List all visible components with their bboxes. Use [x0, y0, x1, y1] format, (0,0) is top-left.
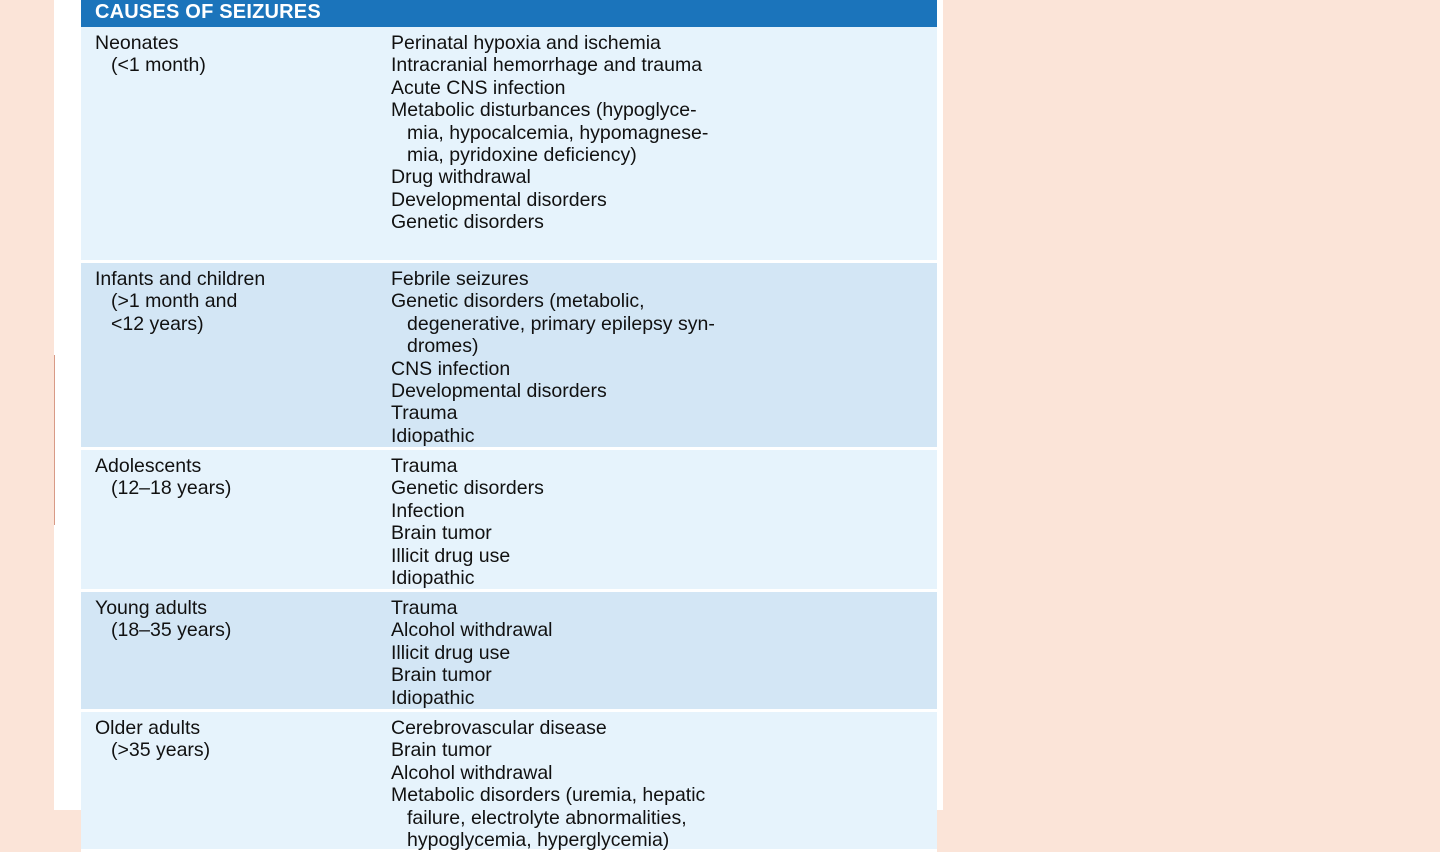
age-group-range: (12–18 years) [111, 477, 232, 500]
age-group-range: (<1 month) [111, 54, 206, 77]
causes-cell [391, 597, 937, 709]
table-image-panel [55, 0, 943, 852]
table-row-neonates [81, 27, 937, 263]
age-group-cell [81, 455, 391, 589]
table-row-infants-children [81, 263, 937, 450]
cause-item: Illicit drug use [391, 544, 511, 567]
cause-item: Idiopathic [391, 567, 475, 590]
cause-item-continued: mia, pyridoxine deficiency) [407, 144, 637, 167]
causes-cell [391, 268, 937, 447]
age-group-range: <12 years) [111, 312, 204, 335]
age-group-label: Young adults [95, 597, 208, 619]
age-group-cell [81, 717, 391, 849]
cause-item: Brain tumor [391, 522, 492, 545]
cause-item: Alcohol withdrawal [391, 761, 553, 784]
cause-item: Intracranial hemorrhage and trauma [391, 54, 703, 77]
cause-item: Brain tumor [391, 664, 492, 687]
age-group-label: Older adults [95, 717, 201, 739]
age-group-cell [81, 32, 391, 260]
cause-item: Perinatal hypoxia and ischemia [391, 32, 661, 54]
cause-item-continued: mia, hypocalcemia, hypomagnese- [407, 121, 709, 144]
age-group-range: (>35 years) [111, 739, 211, 762]
age-group-range: (18–35 years) [111, 619, 232, 642]
table-title: CAUSES OF SEIZURES [81, 0, 937, 27]
cause-item: Trauma [391, 597, 458, 619]
table-row-adolescents [81, 450, 937, 592]
causes-cell [391, 32, 937, 260]
cause-item-continued: degenerative, primary epilepsy syn- [407, 312, 715, 335]
cause-item: Metabolic disorders (uremia, hepatic [391, 784, 706, 807]
cause-item: Alcohol withdrawal [391, 619, 553, 642]
cause-item: Infection [391, 499, 465, 522]
causes-cell [391, 717, 937, 852]
cause-item: Genetic disorders [391, 211, 544, 234]
age-group-label: Adolescents [95, 455, 202, 477]
cause-item: Developmental disorders [391, 380, 607, 403]
causes-of-seizures-table [81, 0, 937, 852]
cause-item-continued: hypoglycemia, hyperglycemia) [407, 829, 670, 852]
cause-item: Metabolic disturbances (hypoglyce- [391, 99, 697, 122]
cause-item: Idiopathic [391, 686, 475, 709]
age-group-cell [81, 268, 391, 447]
cause-item: Trauma [391, 455, 458, 477]
cause-item: Developmental disorders [391, 188, 607, 211]
age-group-range: (>1 month and [111, 290, 238, 313]
cause-item: Illicit drug use [391, 641, 511, 664]
cause-item-continued: failure, electrolyte abnormalities, [407, 806, 687, 829]
age-group-label: Neonates [95, 32, 179, 54]
cause-item: Trauma [391, 402, 458, 425]
cause-item: Febrile seizures [391, 268, 529, 290]
cause-item: Cerebrovascular disease [391, 717, 607, 739]
cause-item: Acute CNS infection [391, 76, 566, 99]
cause-item-continued: dromes) [407, 335, 479, 358]
cause-item: Brain tumor [391, 739, 492, 762]
cause-item: Idiopathic [391, 424, 475, 447]
age-group-cell [81, 597, 391, 709]
table-row-older-adults [81, 712, 937, 852]
causes-cell [391, 455, 937, 589]
cause-item: CNS infection [391, 357, 511, 380]
cause-item: Genetic disorders (metabolic, [391, 290, 645, 313]
cause-item: Drug withdrawal [391, 166, 531, 189]
cause-item: Genetic disorders [391, 477, 544, 500]
age-group-label: Infants and children [95, 268, 266, 290]
table-row-young-adults [81, 592, 937, 712]
